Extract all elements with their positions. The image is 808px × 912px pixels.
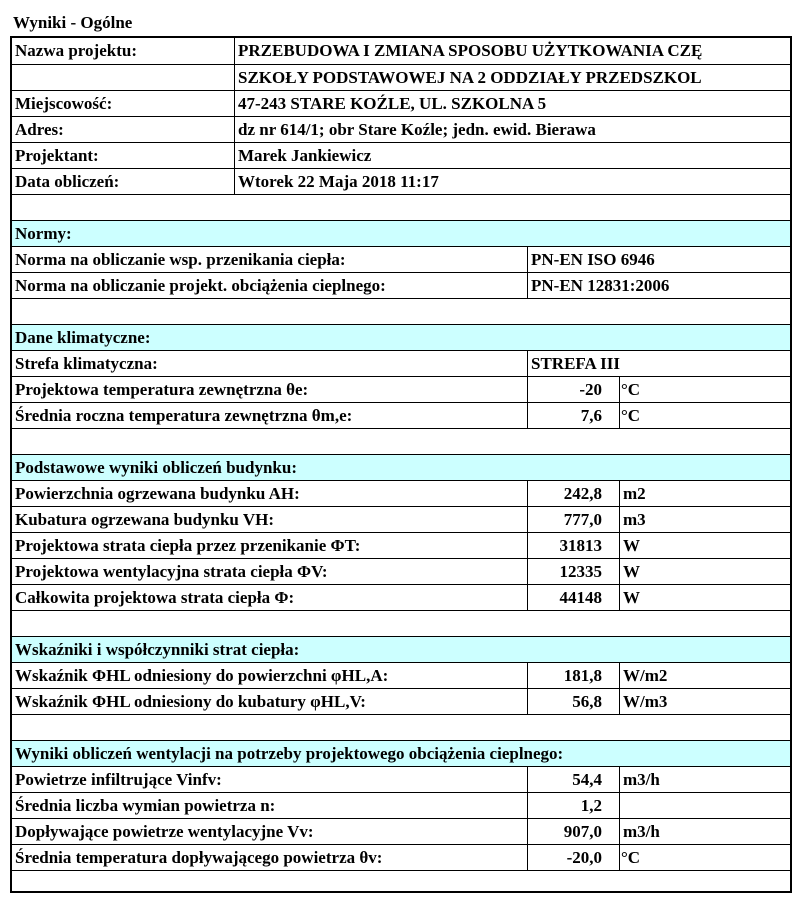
- norm-label: Norma na obliczanie wsp. przenikania ciepła:: [15, 249, 346, 269]
- project-row-date: [12, 169, 790, 195]
- ventilation-row: [12, 845, 790, 871]
- climate-label: Średnia roczna temperatura zewnętrzna θm,e:: [15, 405, 353, 425]
- ventilation-label: Powietrze infiltrujące Vinfv:: [15, 769, 222, 789]
- ventilation-label: Średnia liczba wymian powietrza n:: [15, 795, 276, 815]
- climate-unit: °C: [621, 405, 641, 425]
- climate-value: 7,6: [580, 405, 602, 425]
- section-title: Dane klimatyczne:: [15, 327, 151, 347]
- indicator-row: [12, 689, 790, 715]
- project-row-address: [12, 117, 790, 143]
- blank-row: [12, 299, 790, 325]
- result-row: [12, 559, 790, 585]
- result-unit: W: [623, 561, 640, 581]
- project-label: Nazwa projektu:: [15, 41, 137, 60]
- ventilation-row: [12, 819, 790, 845]
- ventilation-unit: m3/h: [623, 769, 660, 789]
- ventilation-unit: [620, 793, 790, 818]
- project-row-designer: [12, 143, 790, 169]
- ventilation-label: Dopływające powietrze wentylacyjne Vv:: [15, 821, 314, 841]
- result-unit: W: [623, 535, 640, 555]
- project-row-name: [12, 38, 790, 65]
- indicator-value: 181,8: [563, 665, 602, 685]
- project-label: Data obliczeń:: [15, 171, 120, 191]
- results-table: [10, 36, 792, 893]
- section-header-wentylacja: [12, 741, 790, 767]
- ventilation-row: [12, 767, 790, 793]
- ventilation-row: [12, 793, 790, 819]
- project-value: PRZEBUDOWA I ZMIANA SPOSOBU UŻYTKOWANIA CZĘ: [238, 41, 703, 60]
- climate-zone-value: STREFA III: [531, 353, 620, 373]
- result-value: 777,0: [563, 509, 602, 529]
- ventilation-value: 1,2: [580, 795, 602, 815]
- climate-unit: °C: [621, 379, 641, 399]
- result-value: 44148: [559, 587, 602, 607]
- indicator-label: Wskaźnik ΦHL odniesiony do powierzchni φHL,A:: [15, 665, 389, 685]
- project-label: [12, 65, 234, 90]
- blank-row: [12, 871, 790, 893]
- blank-row: [12, 611, 790, 637]
- result-unit: m3: [623, 509, 646, 529]
- ventilation-value: -20,0: [566, 847, 602, 867]
- ventilation-value: 54,4: [572, 769, 602, 789]
- climate-value: -20: [579, 379, 602, 399]
- result-label: Kubatura ogrzewana budynku VH:: [15, 509, 274, 529]
- indicator-unit: W/m3: [623, 691, 668, 711]
- project-value: SZKOŁY PODSTAWOWEJ NA 2 ODDZIAŁY PRZEDSZKOL: [238, 67, 702, 87]
- indicator-unit: W/m2: [623, 665, 668, 685]
- norm-row: [12, 273, 790, 299]
- section-header-wskazniki: [12, 637, 790, 663]
- blank-row: [12, 715, 790, 741]
- ventilation-unit: °C: [621, 847, 641, 867]
- project-value: Wtorek 22 Maja 2018 11:17: [238, 171, 439, 191]
- climate-zone-row: [12, 351, 790, 377]
- result-unit: m2: [623, 483, 646, 503]
- climate-row: [12, 403, 790, 429]
- result-row: [12, 533, 790, 559]
- project-value: dz nr 614/1; obr Stare Koźle; jedn. ewid. Bierawa: [238, 119, 596, 139]
- project-label: Projektant:: [15, 145, 99, 165]
- project-label: Miejscowość:: [15, 93, 113, 113]
- norm-row: [12, 247, 790, 273]
- norm-value: PN-EN ISO 6946: [531, 249, 655, 269]
- project-row-location: [12, 91, 790, 117]
- blank-row: [12, 429, 790, 455]
- climate-label: Projektowa temperatura zewnętrzna θe:: [15, 379, 309, 399]
- project-row-name-cont: [12, 65, 790, 91]
- climate-row: [12, 377, 790, 403]
- project-value: 47-243 STARE KOŹLE, UL. SZKOLNA 5: [238, 93, 547, 113]
- section-title: Wskaźniki i współczynniki strat ciepła:: [15, 639, 300, 659]
- result-row: [12, 481, 790, 507]
- result-label: Projektowa strata ciepła przez przenikanie ΦT:: [15, 535, 361, 555]
- result-value: 12335: [559, 561, 602, 581]
- result-label: Całkowita projektowa strata ciepła Φ:: [15, 587, 295, 607]
- result-value: 31813: [559, 535, 602, 555]
- norm-label: Norma na obliczanie projekt. obciążenia cieplnego:: [15, 275, 386, 295]
- blank-row: [12, 195, 790, 221]
- section-title: Wyniki obliczeń wentylacji na potrzeby projektowego obciążenia cieplnego:: [15, 743, 564, 763]
- section-header-normy: [12, 221, 790, 247]
- project-label: Adres:: [15, 119, 64, 139]
- ventilation-label: Średnia temperatura dopływającego powietrza θv:: [15, 847, 383, 867]
- section-title: Podstawowe wyniki obliczeń budynku:: [15, 457, 297, 477]
- result-label: Projektowa wentylacyjna strata ciepła ΦV:: [15, 561, 328, 581]
- section-title: Normy:: [15, 223, 72, 243]
- ventilation-unit: m3/h: [623, 821, 660, 841]
- ventilation-value: 907,0: [563, 821, 602, 841]
- indicator-row: [12, 663, 790, 689]
- result-unit: W: [623, 587, 640, 607]
- section-header-podstawowe: [12, 455, 790, 481]
- project-value: Marek Jankiewicz: [238, 145, 372, 165]
- indicator-value: 56,8: [572, 691, 602, 711]
- norm-value: PN-EN 12831:2006: [531, 275, 670, 295]
- section-header-klimat: [12, 325, 790, 351]
- indicator-label: Wskaźnik ΦHL odniesiony do kubatury φHL,V:: [15, 691, 366, 711]
- result-row: [12, 507, 790, 533]
- result-label: Powierzchnia ogrzewana budynku AH:: [15, 483, 300, 503]
- climate-zone-label: Strefa klimatyczna:: [15, 353, 158, 373]
- result-value: 242,8: [563, 483, 602, 503]
- page-title: Wyniki - Ogólne: [13, 13, 133, 32]
- result-row: [12, 585, 790, 611]
